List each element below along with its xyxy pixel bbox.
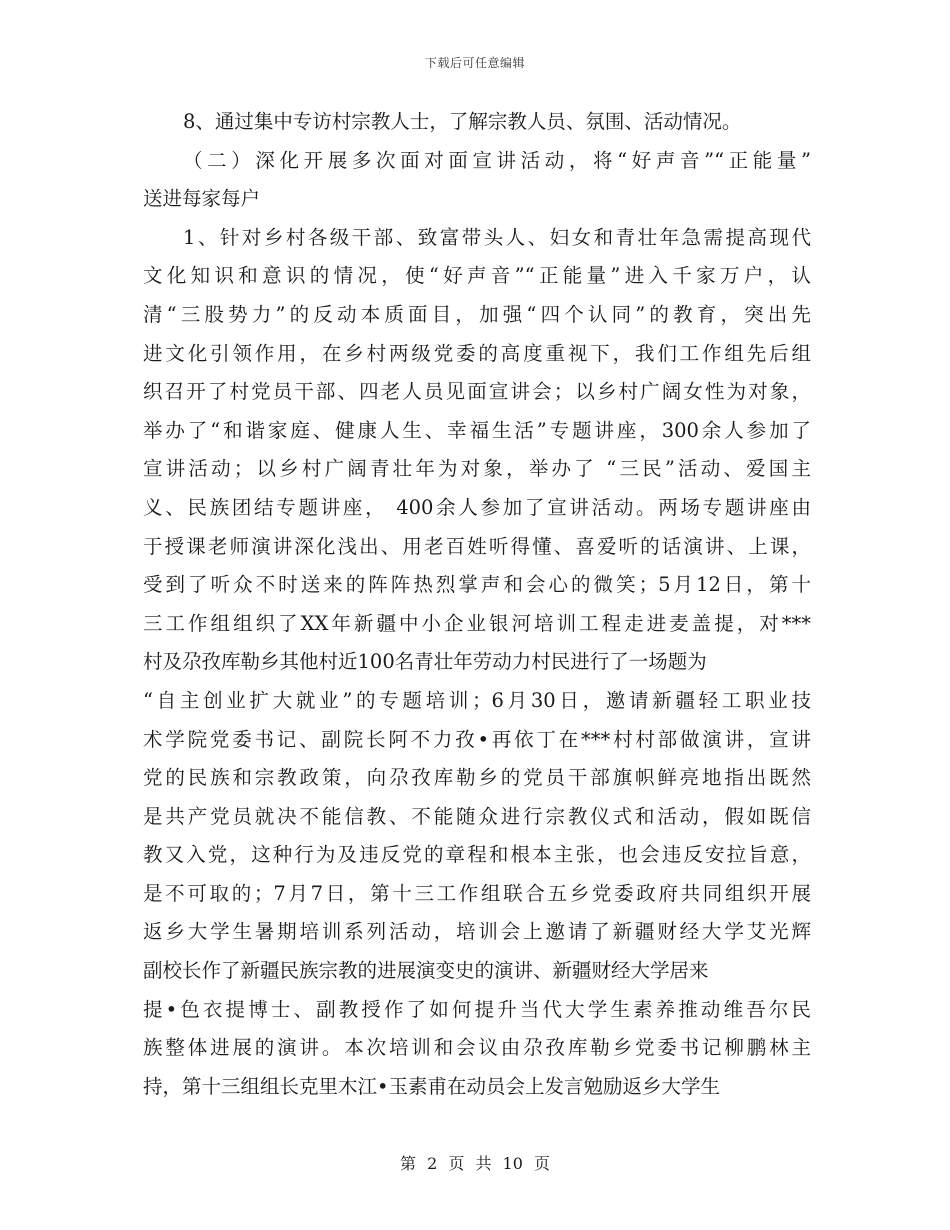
text-line: 清“三股势力”的反动本质面目，加强“四个认同”的教育，突出先 [143, 302, 811, 326]
text-line: 于授课老师演讲深化浅出、用老百姓听得懂、喜爱听的话演讲、上课， [143, 534, 811, 558]
text-line: 8、通过集中专访村宗教人士，了解宗教人员、氛围、活动情况。 [183, 110, 742, 133]
text-line: 义、民族团结专题讲座， 400余人参加了宣讲活动。两场专题讲座由 [143, 495, 811, 519]
text-line: 受到了听众不时送来的阵阵热烈掌声和会心的微笑；5月12日，第十 [143, 573, 811, 597]
text-line: 织召开了村党员干部、四老人员见面宣讲会；以乡村广阔女性为对象， [143, 380, 811, 404]
text-line: 举办了“和谐家庭、健康人生、幸福生活”专题讲座，300余人参加了 [143, 418, 811, 442]
text-line: 进文化引领作用，在乡村两级党委的高度重视下，我们工作组先后组 [143, 341, 811, 365]
text-line: 副校长作了新疆民族宗教的进展演变史的演讲、新疆财经大学居来 [143, 959, 709, 983]
text-line: 持，第十三组组长克里木江•玉素甫在动员会上发言勉励返乡大学生 [143, 1074, 721, 1098]
text-line: 党的民族和宗教政策，向尕孜库勒乡的党员干部旗帜鲜亮地指出既然 [143, 766, 811, 790]
text-line: 文化知识和意识的情况，使“好声音”“正能量”进入千家万户，认 [143, 264, 811, 288]
text-line: 族整体进展的演讲。本次培训和会议由尕孜库勒乡党委书记柳鹏林主 [143, 1036, 811, 1060]
section-heading-line: （二）深化开展多次面对面宣讲活动，将“好声音”“正能量” [183, 148, 811, 172]
text-line: 村及尕孜库勒乡其他村近100名青壮年劳动力村民进行了一场题为 [143, 650, 707, 674]
text-line: 三工作组组织了XX年新疆中小企业银河培训工程走进麦盖提，对*** [143, 611, 811, 635]
section-heading-line: 送进每家每户 [143, 187, 261, 211]
text-line: 宣讲活动；以乡村广阔青壮年为对象，举办了 “三民”活动、爱国主 [143, 457, 811, 481]
text-line: 是不可取的；7月7日，第十三工作组联合五乡党委政府共同组织开展 [143, 881, 811, 905]
page-header-note: 下载后可任意编辑 [424, 56, 525, 70]
text-line: 术学院党委书记、副院长阿不力孜•再依丁在***村村部做演讲，宣讲 [143, 727, 811, 751]
text-line: 提•色衣提博士、副教授作了如何提升当代大学生素养推动维吾尔民 [143, 997, 811, 1021]
text-line: 返乡大学生暑期培训系列活动，培训会上邀请了新疆财经大学艾光辉 [143, 920, 811, 944]
document-body [143, 103, 811, 1106]
text-line: 1、针对乡村各级干部、致富带头人、妇女和青壮年急需提高现代 [183, 225, 811, 249]
page-number-footer: 第 2 页 共 10 页 [400, 1154, 550, 1173]
text-line: 教又入党，这种行为及违反党的章程和根本主张，也会违反安拉旨意， [143, 843, 811, 867]
text-line: “自主创业扩大就业”的专题培训；6月30日，邀请新疆轻工职业技 [143, 688, 811, 712]
text-line: 是共产党员就决不能信教、不能随众进行宗教仪式和活动，假如既信 [143, 804, 811, 828]
